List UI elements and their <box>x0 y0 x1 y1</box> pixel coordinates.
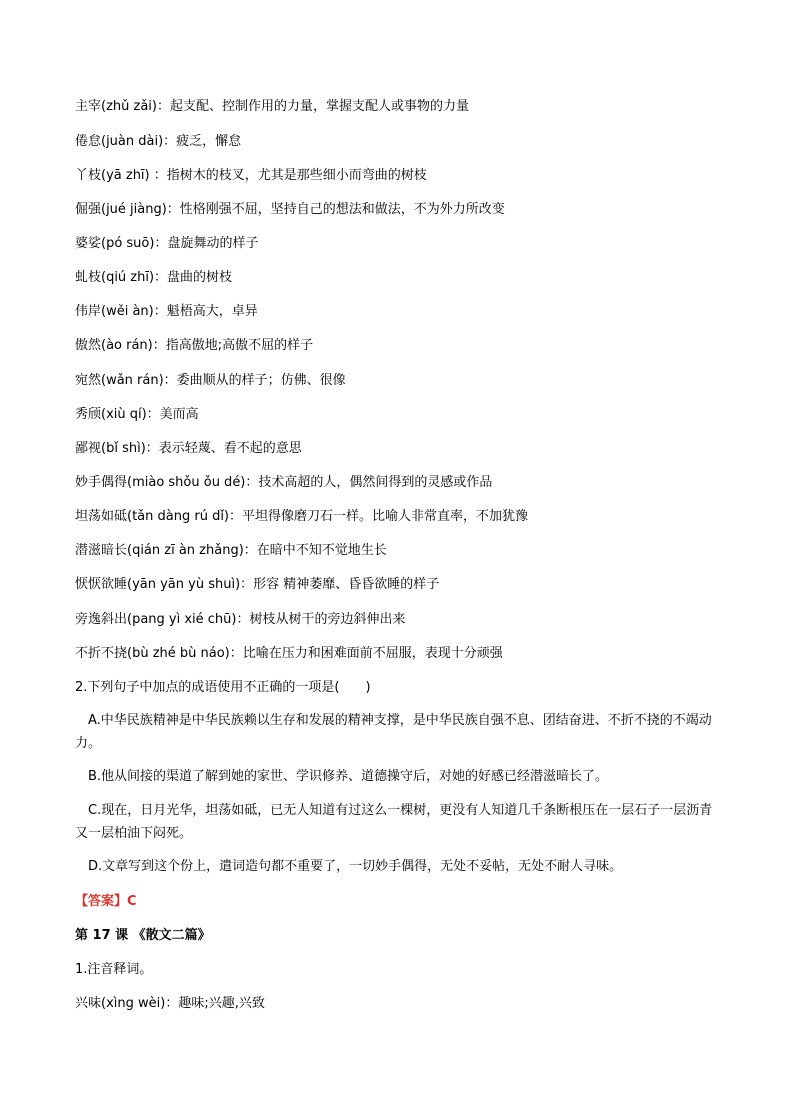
vocab-entry-yazhi: 丫枝(yā zhī) ：指树木的枝叉，尤其是那些细小而弯曲的树枝 <box>75 168 427 183</box>
vocab-entry-bishi: 鄙视(bǐ shì)：表示轻蔑、看不起的意思 <box>75 441 302 456</box>
question-option-d: D.文章写到这个份上，遣词造句都不重要了，一切妙手偶得，无处不妥帖，无处不耐人寻味。 <box>88 859 623 874</box>
vocab-entry-buzhebunao: 不折不挠(bù zhé bù náo)：比喻在压力和困难面前不屈服，表现十分顽强 <box>75 646 503 661</box>
question-option-a: A.中华民族精神是中华民族赖以生存和发展的精神支撑，是中华民族自强不息、团结奋进、不折不挠的不竭动力。 <box>75 713 712 751</box>
answer-line <box>75 893 137 910</box>
vocab-entry-qiuzhi: 虬枝(qiú zhī)：盘曲的树枝 <box>75 270 233 285</box>
question-option-c: C.现在，日月光华，坦荡如砥，已无人知道有过这么一棵树，更没有人知道几千条断根压在一层石子一层沥青又一层柏油下闷死。 <box>75 803 713 841</box>
vocab-entry-zhuzai: 主宰(zhǔ zǎi)：起支配、控制作用的力量，掌握支配人或事物的力量 <box>75 99 469 114</box>
vocab-entry-aoran: 傲然(ào rán)：指高傲地;高傲不屈的样子 <box>75 338 314 353</box>
vocab-entry-juandai: 倦怠(juàn dài)：疲乏，懈怠 <box>75 134 242 149</box>
vocab-entry-juejiang: 倔强(jué jiàng)：性格刚强不屈，坚持自己的想法和做法，不为外力所改变 <box>75 202 505 217</box>
vocab-entry-posuo: 婆娑(pó suō)：盘旋舞动的样子 <box>75 236 259 251</box>
answer-value: C <box>127 894 137 909</box>
vocab-entry-tandangrudi: 坦荡如砥(tǎn dàng rú dǐ)：平坦得像磨刀石一样。比喻人非常直率，不加犹豫 <box>75 509 529 524</box>
lesson-section-heading: 1.注音释词。 <box>75 962 153 977</box>
vocab-entry-qianzianzhang: 潜滋暗长(qián zī àn zhǎng)：在暗中不知不觉地生长 <box>75 543 387 558</box>
vocab-entry-wanran: 宛然(wǎn rán)：委曲顺从的样子；仿佛、很像 <box>75 373 346 388</box>
vocab-entry-miaoshououde: 妙手偶得(miào shǒu ǒu dé)：技术高超的人，偶然间得到的灵感或作品 <box>75 475 493 490</box>
vocab-entry-weian: 伟岸(wěi àn)：魁梧高大，卓异 <box>75 304 258 319</box>
answer-label: 【答案】 <box>75 894 128 909</box>
vocab-entry-xiuqi: 秀颀(xiù qí)：美而高 <box>75 407 199 422</box>
question-stem: 2.下列句子中加点的成语使用不正确的一项是( ) <box>75 680 371 695</box>
vocab-entry-yanyanyushui: 恹恹欲睡(yān yān yù shuì)：形容 精神萎靡、昏昏欲睡的样子 <box>75 577 440 592</box>
vocab-entry-pangyixiechu: 旁逸斜出(pang yì xié chū)：树枝从树干的旁边斜伸出来 <box>75 612 406 627</box>
lesson-vocab-entry-xingwei: 兴味(xìng wèi)：趣味;兴趣,兴致 <box>75 996 265 1011</box>
lesson-title: 第 17 课 《散文二篇》 <box>75 928 211 943</box>
question-option-b: B.他从间接的渠道了解到她的家世、学识修养、道德操守后，对她的好感已经潜滋暗长了。 <box>88 769 609 784</box>
